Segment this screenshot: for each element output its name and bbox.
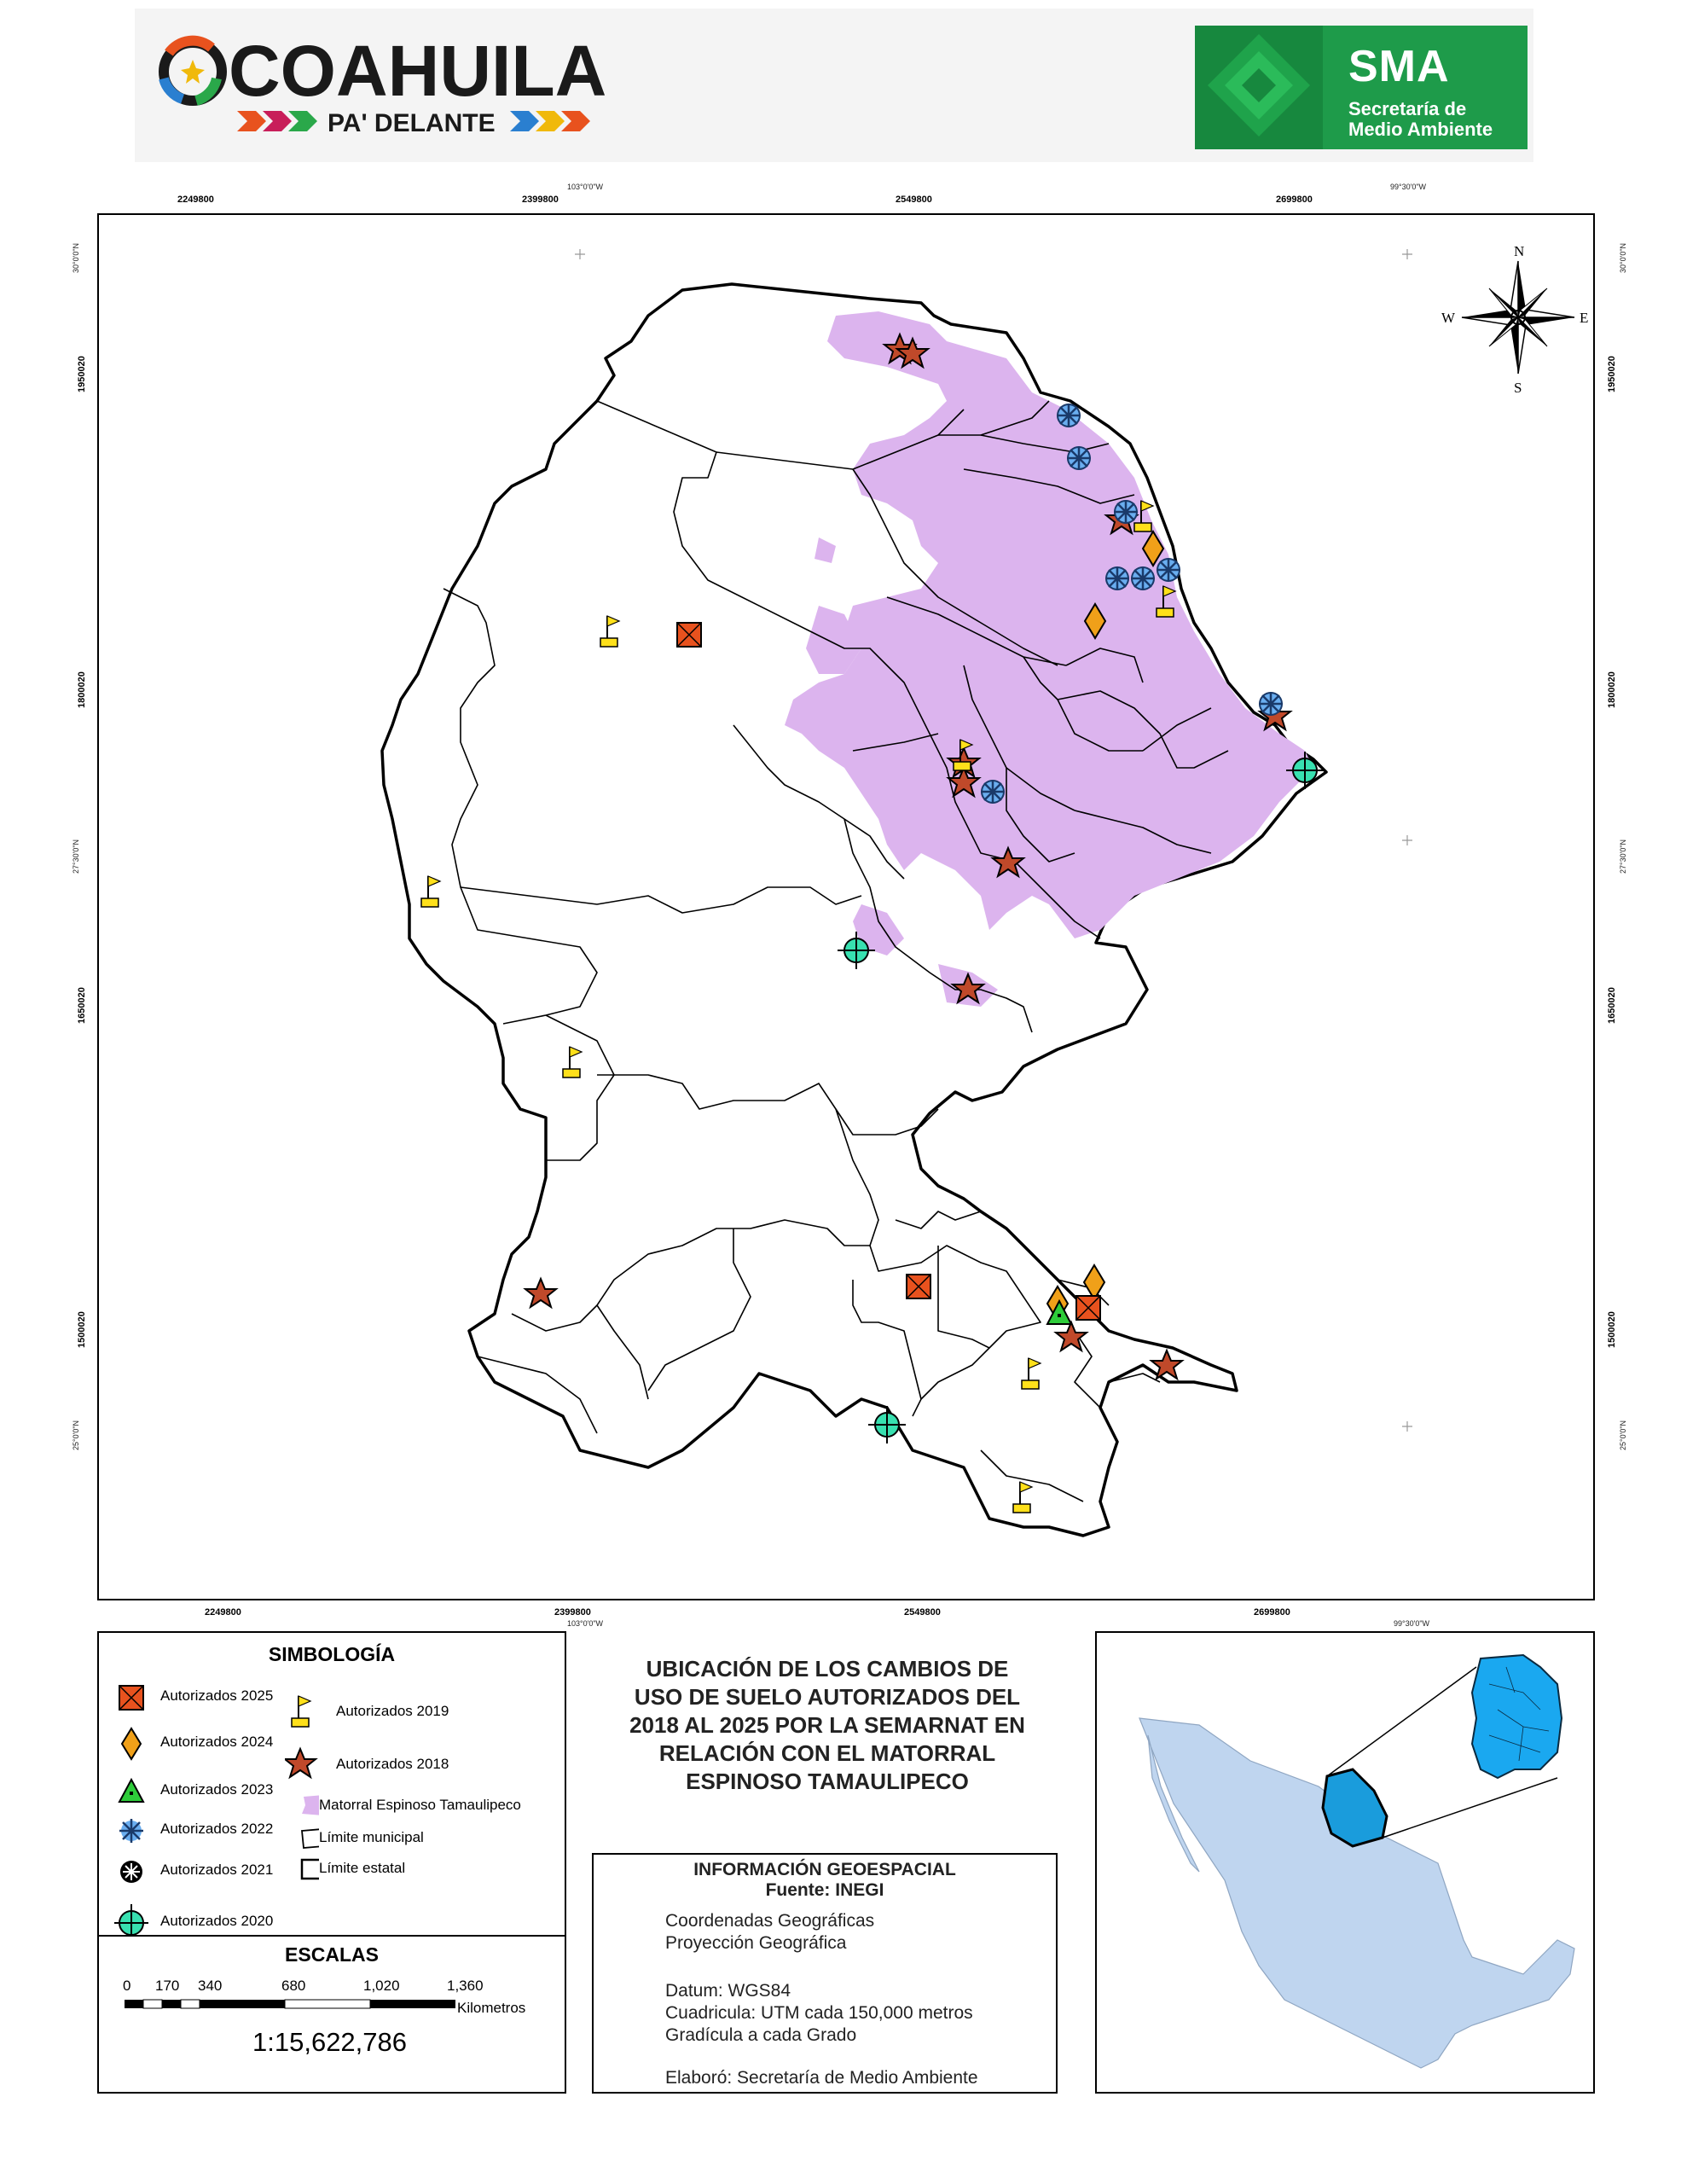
coahuila-inset [1472,1655,1562,1778]
legend-label-matorral: Matorral Espinoso Tamaulipeco [319,1797,521,1813]
legend-symbol-2023 [119,1780,143,1802]
scale-title: ESCALAS [285,1943,379,1966]
legend-symbol-2025 [119,1686,143,1710]
info-line-3: Datum: WGS84 [665,1981,791,2001]
point-2024-3 [1084,1265,1104,1299]
left-northing-1: 1950020 [77,356,87,392]
sma-abbr: SMA [1348,42,1450,91]
map-title-line-3: 2018 AL 2025 POR LA SEMARNAT EN [629,1712,1025,1738]
coahuila-locator [1323,1769,1387,1846]
legend-symbol-2024 [122,1728,141,1759]
right-northing-3: 1650020 [1607,987,1617,1024]
point-2022-1 [1057,404,1081,427]
right-northing-1: 1950020 [1607,356,1617,392]
point-2022-6 [1157,558,1180,582]
top-easting-4: 2699800 [1276,195,1313,205]
locator-panel [1095,1631,1595,2094]
legend-symbol-2019 [292,1696,310,1727]
info-source: Fuente: INEGI [765,1880,884,1900]
bottom-longitude-1: 103°0'0"W [567,1619,604,1628]
info-line-1: Coordenadas Geográficas [665,1911,875,1931]
info-title: INFORMACIÓN GEOESPACIAL [693,1860,956,1879]
right-latitude-3: 25°0'0"N [1619,1420,1627,1450]
left-latitude-2: 27°30'0"N [72,839,80,874]
legend-label-2025: Autorizados 2025 [160,1687,274,1704]
legend-label-2024: Autorizados 2024 [160,1734,274,1750]
legend-symbol-2020 [114,1904,148,1935]
map-title-line-1: UBICACIÓN DE LOS CAMBIOS DE [646,1656,1009,1682]
right-latitude-1: 30°0'0"N [1619,242,1627,273]
legend-label-2021: Autorizados 2021 [160,1862,274,1878]
scale-panel [97,1935,566,2094]
point-2022-2 [1067,446,1091,470]
bottom-easting-2: 2399800 [554,1607,591,1618]
right-northing-2: 1800020 [1607,671,1617,708]
legend-label-estatal: Límite estatal [319,1860,406,1876]
logo-tagline-text: PA' DELANTE [328,109,496,137]
map-title [580,1655,1075,1796]
bottom-easting-1: 2249800 [205,1607,241,1618]
top-longitude-2: 99°30'0"W [1390,183,1427,191]
compass-w: W [1441,310,1456,326]
point-2022-8 [981,780,1005,804]
legend-symbol-municipal [302,1829,319,1848]
scale-tick-0: 0 [123,1978,131,1994]
legend-label-2020: Autorizados 2020 [160,1913,274,1929]
legend-symbol-2018 [285,1749,316,1777]
info-panel [592,1853,1058,2094]
legend-symbols-right [285,1679,319,1909]
point-2025-2 [907,1275,930,1298]
scale-tick-1020: 1,020 [363,1978,400,1994]
legend-label-2022: Autorizados 2022 [160,1821,274,1837]
left-latitude-1: 30°0'0"N [72,242,80,273]
sma-pattern-graphic [1195,26,1323,149]
info-line-4: Cuadricula: UTM cada 150,000 metros [665,2003,973,2023]
legend-label-municipal: Límite municipal [319,1829,424,1845]
scale-tick-170: 170 [155,1978,180,1994]
scale-ratio: 1:15,622,786 [252,2027,408,2057]
info-line-2: Proyección Geográfica [665,1933,847,1953]
scale-unit: Kilometros [457,2000,526,2016]
top-easting-1: 2249800 [177,195,214,205]
point-2022-5 [1131,566,1155,590]
left-northing-2: 1800020 [77,671,87,708]
north-arrow [1441,243,1588,396]
sma-line1: Secretaría de [1348,98,1467,119]
right-latitude-2: 27°30'0"N [1619,839,1627,874]
info-line-5: Gradícula a cada Grado [665,2025,857,2045]
compass-s: S [1514,380,1522,396]
header-banner [135,9,1533,162]
left-northing-3: 1650020 [77,987,87,1024]
top-easting-3: 2549800 [896,195,932,205]
left-latitude-3: 25°0'0"N [72,1420,80,1450]
legend-symbol-matorral [302,1795,319,1815]
legend-label-2018: Autorizados 2018 [336,1756,449,1772]
scale-tick-340: 340 [198,1978,223,1994]
point-2025-3 [1076,1296,1100,1320]
legend-label-2019: Autorizados 2019 [336,1703,449,1719]
map-title-line-5: ESPINOSO TAMAULIPECO [686,1769,969,1794]
legend-symbol-estatal [302,1860,319,1879]
legend-panel [97,1631,566,1937]
bottom-easting-4: 2699800 [1254,1607,1290,1618]
point-2022-4 [1105,566,1129,590]
point-2022-3 [1114,500,1138,524]
sma-logo [1195,26,1528,149]
legend-symbols-left [114,1679,148,1935]
right-northing-4: 1500020 [1607,1311,1617,1348]
locator-map [1097,1633,1593,2092]
compass-n: N [1514,243,1525,259]
legend-symbol-2022 [119,1819,143,1843]
legend-symbol-2021 [120,1861,142,1883]
top-longitude-1: 103°0'0"W [567,183,604,191]
scale-bar [125,1998,483,2010]
point-2022-7 [1259,692,1283,716]
compass-e: E [1580,310,1589,326]
map-title-line-4: RELACIÓN CON EL MATORRAL [658,1740,996,1766]
map-canvas [99,215,1593,1599]
bottom-easting-3: 2549800 [904,1607,941,1618]
scale-tick-680: 680 [281,1978,306,1994]
point-2025-1 [677,623,701,647]
sma-line2: Medio Ambiente [1348,119,1493,140]
coahuila-logo [152,19,629,155]
map-title-line-2: USO DE SUELO AUTORIZADOS DEL [634,1684,1021,1710]
info-line-6: Elaboró: Secretaría de Medio Ambiente [665,2068,978,2088]
top-easting-2: 2399800 [522,195,559,205]
left-northing-4: 1500020 [77,1311,87,1348]
scale-tick-1360: 1,360 [447,1978,484,1994]
legend-label-2023: Autorizados 2023 [160,1781,274,1798]
bottom-longitude-2: 99°30'0"W [1394,1619,1430,1628]
logo-main-text: COAHUILA [229,31,607,111]
legend-title: SIMBOLOGÍA [268,1643,396,1665]
